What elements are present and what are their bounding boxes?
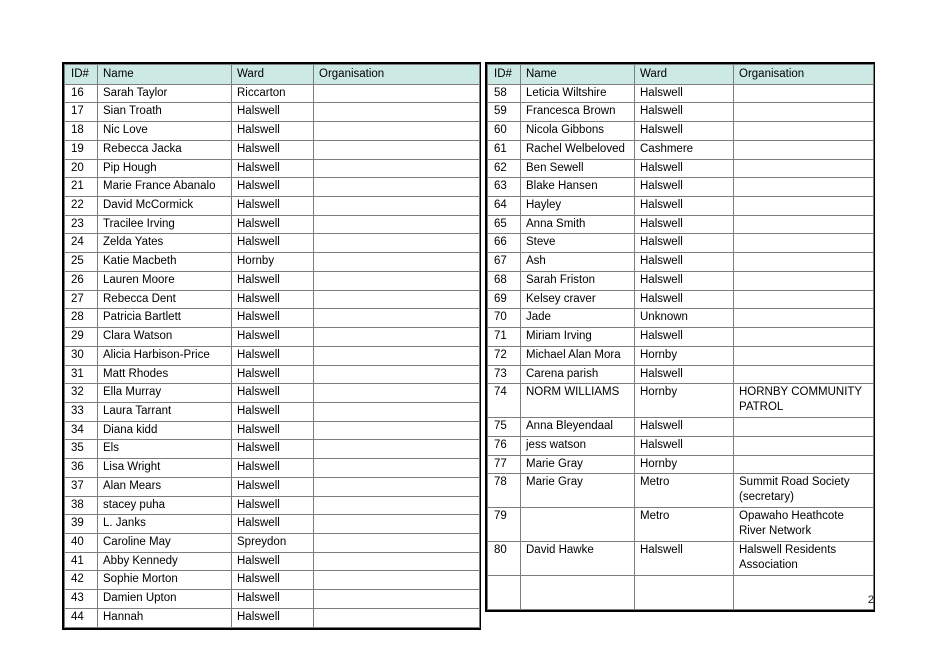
cell-organisation (314, 122, 480, 141)
cell-ward: Halswell (232, 365, 314, 384)
table-row (488, 159, 874, 178)
cell-organisation (734, 197, 874, 216)
table-row (65, 515, 480, 534)
table-row (65, 608, 480, 627)
table-row (65, 571, 480, 590)
cell-ward: Spreydon (232, 533, 314, 552)
cell-ward: Halswell (232, 197, 314, 216)
cell-organisation (734, 253, 874, 272)
cell-name: Michael Alan Mora (521, 346, 635, 365)
cell-ward: Halswell (232, 477, 314, 496)
cell-organisation (314, 178, 480, 197)
cell-organisation (314, 290, 480, 309)
cell-id: 59 (488, 103, 521, 122)
cell-organisation (314, 140, 480, 159)
table-row (65, 384, 480, 403)
cell-id: 73 (488, 365, 521, 384)
cell-organisation: Summit Road Society (secretary) (734, 474, 874, 508)
cell-name: Francesca Brown (521, 103, 635, 122)
cell-organisation (314, 459, 480, 478)
table-row (65, 590, 480, 609)
cell-organisation (314, 309, 480, 328)
cell-ward: Halswell (232, 234, 314, 253)
column-header-organisation: Organisation (734, 65, 874, 85)
cell-id: 62 (488, 159, 521, 178)
cell-name: Alicia Harbison-Price (98, 346, 232, 365)
table-row (65, 402, 480, 421)
cell-name: Sarah Taylor (98, 84, 232, 103)
cell-ward: Halswell (232, 103, 314, 122)
cell-ward: Halswell (635, 103, 734, 122)
cell-name: Marie Gray (521, 455, 635, 474)
cell-ward: Halswell (635, 418, 734, 437)
cell-id: 43 (65, 590, 98, 609)
cell-ward: Halswell (232, 384, 314, 403)
cell-name: Leticia Wiltshire (521, 84, 635, 103)
cell-organisation (314, 571, 480, 590)
cell-organisation (734, 436, 874, 455)
cell-ward: Halswell (232, 271, 314, 290)
cell-id: 37 (65, 477, 98, 496)
cell-ward: Halswell (635, 271, 734, 290)
cell-ward: Halswell (232, 440, 314, 459)
table-row (488, 455, 874, 474)
table-row (488, 328, 874, 347)
cell-ward: Halswell (232, 421, 314, 440)
table-row (65, 533, 480, 552)
cell-id: 63 (488, 178, 521, 197)
cell-id: 78 (488, 474, 521, 508)
cell-ward: Halswell (232, 140, 314, 159)
right-registration-table (487, 64, 874, 610)
cell-organisation (734, 418, 874, 437)
table-row (65, 309, 480, 328)
cell-name: David McCormick (98, 197, 232, 216)
cell-name (521, 508, 635, 542)
cell-id: 33 (65, 402, 98, 421)
cell-name: Anna Smith (521, 215, 635, 234)
cell-id: 19 (65, 140, 98, 159)
cell-id: 64 (488, 197, 521, 216)
left-table-header-row (65, 65, 480, 85)
cell-organisation (734, 271, 874, 290)
cell-id: 21 (65, 178, 98, 197)
cell-ward: Halswell (232, 459, 314, 478)
cell-id (488, 576, 521, 610)
cell-ward: Halswell (635, 436, 734, 455)
cell-organisation (734, 159, 874, 178)
cell-id: 69 (488, 290, 521, 309)
cell-name: Els (98, 440, 232, 459)
cell-organisation (314, 328, 480, 347)
cell-ward: Halswell (232, 515, 314, 534)
cell-name: Sophie Morton (98, 571, 232, 590)
table-row (488, 346, 874, 365)
cell-id: 18 (65, 122, 98, 141)
cell-organisation (314, 496, 480, 515)
cell-organisation (314, 253, 480, 272)
cell-organisation (734, 346, 874, 365)
table-row (65, 178, 480, 197)
cell-id: 60 (488, 122, 521, 141)
cell-name: Jade (521, 309, 635, 328)
cell-name: NORM WILLIAMS (521, 384, 635, 418)
column-header-name: Name (98, 65, 232, 85)
cell-id: 80 (488, 542, 521, 576)
cell-organisation: Halswell Residents Association (734, 542, 874, 576)
cell-name: Marie France Abanalo (98, 178, 232, 197)
cell-id: 79 (488, 508, 521, 542)
cell-id: 35 (65, 440, 98, 459)
cell-id: 67 (488, 253, 521, 272)
cell-name: L. Janks (98, 515, 232, 534)
cell-organisation (734, 365, 874, 384)
cell-name: Sian Troath (98, 103, 232, 122)
cell-id: 70 (488, 309, 521, 328)
cell-ward: Halswell (635, 328, 734, 347)
cell-ward: Hornby (635, 384, 734, 418)
cell-organisation (314, 477, 480, 496)
cell-name: Rebecca Jacka (98, 140, 232, 159)
cell-name: Rachel Welbeloved (521, 140, 635, 159)
cell-organisation (734, 178, 874, 197)
cell-organisation (734, 234, 874, 253)
cell-ward: Halswell (635, 84, 734, 103)
table-row (65, 552, 480, 571)
cell-organisation (314, 402, 480, 421)
cell-id: 30 (65, 346, 98, 365)
table-row (65, 103, 480, 122)
cell-organisation (734, 290, 874, 309)
cell-id: 23 (65, 215, 98, 234)
cell-organisation (734, 84, 874, 103)
cell-ward: Halswell (232, 590, 314, 609)
cell-organisation (314, 84, 480, 103)
table-row (488, 474, 874, 508)
table-row (488, 103, 874, 122)
table-row (488, 234, 874, 253)
cell-name: Blake Hansen (521, 178, 635, 197)
cell-ward (635, 576, 734, 610)
cell-ward: Halswell (635, 159, 734, 178)
table-row (65, 234, 480, 253)
cell-name: Hayley (521, 197, 635, 216)
cell-name: Kelsey craver (521, 290, 635, 309)
cell-id: 77 (488, 455, 521, 474)
column-header-ward: Ward (635, 65, 734, 85)
cell-organisation (314, 421, 480, 440)
cell-ward: Hornby (232, 253, 314, 272)
cell-id: 66 (488, 234, 521, 253)
cell-organisation (314, 440, 480, 459)
cell-name: Matt Rhodes (98, 365, 232, 384)
cell-id: 27 (65, 290, 98, 309)
cell-name: Marie Gray (521, 474, 635, 508)
cell-name: jess watson (521, 436, 635, 455)
table-row (488, 253, 874, 272)
cell-name: Alan Mears (98, 477, 232, 496)
cell-name: Steve (521, 234, 635, 253)
table-row (65, 290, 480, 309)
table-row (65, 197, 480, 216)
cell-name: Katie Macbeth (98, 253, 232, 272)
table-row (65, 253, 480, 272)
cell-id: 25 (65, 253, 98, 272)
cell-name: Caroline May (98, 533, 232, 552)
cell-id: 34 (65, 421, 98, 440)
cell-id: 38 (65, 496, 98, 515)
cell-id: 28 (65, 309, 98, 328)
table-row (488, 384, 874, 418)
table-row (488, 140, 874, 159)
cell-ward: Halswell (635, 234, 734, 253)
cell-organisation (734, 328, 874, 347)
cell-organisation (314, 608, 480, 627)
cell-ward: Metro (635, 508, 734, 542)
cell-organisation: Opawaho Heathcote River Network (734, 508, 874, 542)
cell-organisation (314, 590, 480, 609)
table-row (65, 440, 480, 459)
cell-ward: Halswell (232, 215, 314, 234)
cell-ward: Halswell (232, 290, 314, 309)
table-row (65, 140, 480, 159)
cell-name: Ash (521, 253, 635, 272)
cell-name (521, 576, 635, 610)
cell-id: 40 (65, 533, 98, 552)
cell-ward: Hornby (635, 346, 734, 365)
cell-name: Ben Sewell (521, 159, 635, 178)
cell-name: Lisa Wright (98, 459, 232, 478)
cell-id: 74 (488, 384, 521, 418)
cell-name: Nicola Gibbons (521, 122, 635, 141)
cell-name: David Hawke (521, 542, 635, 576)
cell-organisation (314, 552, 480, 571)
cell-name: Hannah (98, 608, 232, 627)
cell-name: Tracilee Irving (98, 215, 232, 234)
cell-id: 71 (488, 328, 521, 347)
cell-ward: Halswell (232, 402, 314, 421)
cell-ward: Halswell (635, 178, 734, 197)
cell-ward: Halswell (232, 496, 314, 515)
cell-id: 61 (488, 140, 521, 159)
table-row (488, 418, 874, 437)
cell-ward: Unknown (635, 309, 734, 328)
cell-ward: Halswell (635, 290, 734, 309)
table-row (488, 542, 874, 576)
cell-name: Patricia Bartlett (98, 309, 232, 328)
cell-organisation (734, 103, 874, 122)
table-row (488, 309, 874, 328)
left-registration-table (64, 64, 480, 628)
cell-name: Abby Kennedy (98, 552, 232, 571)
cell-ward: Metro (635, 474, 734, 508)
cell-ward: Riccarton (232, 84, 314, 103)
cell-ward: Halswell (635, 253, 734, 272)
right-table-body (488, 84, 874, 610)
cell-name: Pip Hough (98, 159, 232, 178)
cell-organisation (314, 533, 480, 552)
cell-name: Ella Murray (98, 384, 232, 403)
cell-ward: Halswell (635, 197, 734, 216)
cell-id: 22 (65, 197, 98, 216)
right-registration-table-container (485, 62, 875, 612)
cell-organisation (314, 365, 480, 384)
cell-name: Carena parish (521, 365, 635, 384)
table-row (65, 346, 480, 365)
column-header-id: ID# (65, 65, 98, 85)
cell-id: 65 (488, 215, 521, 234)
table-row (488, 365, 874, 384)
cell-ward: Halswell (232, 309, 314, 328)
cell-ward: Halswell (232, 571, 314, 590)
column-header-organisation: Organisation (314, 65, 480, 85)
cell-id: 76 (488, 436, 521, 455)
cell-id: 31 (65, 365, 98, 384)
cell-ward: Halswell (635, 215, 734, 234)
cell-ward: Halswell (232, 159, 314, 178)
cell-organisation (314, 215, 480, 234)
table-row (488, 84, 874, 103)
cell-id: 16 (65, 84, 98, 103)
cell-organisation (734, 215, 874, 234)
cell-organisation (314, 103, 480, 122)
left-table-header (65, 65, 480, 85)
left-table-body (65, 84, 480, 627)
table-row (65, 159, 480, 178)
table-row (65, 459, 480, 478)
cell-ward: Hornby (635, 455, 734, 474)
cell-id: 29 (65, 328, 98, 347)
cell-id: 44 (65, 608, 98, 627)
cell-id: 75 (488, 418, 521, 437)
page-number: 2 (867, 594, 874, 606)
column-header-name: Name (521, 65, 635, 85)
cell-name: Nic Love (98, 122, 232, 141)
cell-id: 39 (65, 515, 98, 534)
cell-ward: Halswell (232, 346, 314, 365)
cell-organisation (734, 122, 874, 141)
cell-id: 24 (65, 234, 98, 253)
table-row (488, 178, 874, 197)
right-table-header (488, 65, 874, 85)
cell-organisation (734, 309, 874, 328)
cell-name: Diana kidd (98, 421, 232, 440)
left-registration-table-container (62, 62, 481, 630)
table-row (488, 576, 874, 610)
cell-organisation (314, 159, 480, 178)
cell-name: stacey puha (98, 496, 232, 515)
cell-organisation (314, 197, 480, 216)
cell-id: 17 (65, 103, 98, 122)
cell-id: 41 (65, 552, 98, 571)
cell-name: Miriam Irving (521, 328, 635, 347)
cell-ward: Halswell (232, 122, 314, 141)
table-row (65, 122, 480, 141)
cell-name: Damien Upton (98, 590, 232, 609)
cell-id: 58 (488, 84, 521, 103)
table-row (488, 215, 874, 234)
cell-name: Rebecca Dent (98, 290, 232, 309)
table-row (65, 421, 480, 440)
cell-ward: Halswell (635, 122, 734, 141)
cell-organisation (734, 140, 874, 159)
cell-id: 36 (65, 459, 98, 478)
column-header-id: ID# (488, 65, 521, 85)
table-row (65, 271, 480, 290)
cell-id: 68 (488, 271, 521, 290)
cell-organisation (314, 271, 480, 290)
cell-name: Sarah Friston (521, 271, 635, 290)
cell-organisation (734, 576, 874, 610)
cell-id: 32 (65, 384, 98, 403)
cell-organisation (314, 234, 480, 253)
table-row (65, 84, 480, 103)
table-row (65, 215, 480, 234)
cell-id: 20 (65, 159, 98, 178)
table-row (65, 477, 480, 496)
cell-ward: Halswell (232, 328, 314, 347)
right-table-header-row (488, 65, 874, 85)
table-row (488, 436, 874, 455)
cell-organisation (314, 384, 480, 403)
cell-organisation (314, 346, 480, 365)
table-row (488, 290, 874, 309)
column-header-ward: Ward (232, 65, 314, 85)
cell-id: 72 (488, 346, 521, 365)
cell-id: 42 (65, 571, 98, 590)
table-row (65, 328, 480, 347)
cell-ward: Halswell (635, 365, 734, 384)
table-row (488, 508, 874, 542)
cell-ward: Halswell (232, 608, 314, 627)
table-row (488, 197, 874, 216)
cell-id: 26 (65, 271, 98, 290)
table-row (488, 271, 874, 290)
cell-name: Lauren Moore (98, 271, 232, 290)
cell-ward: Halswell (232, 552, 314, 571)
table-row (488, 122, 874, 141)
table-row (65, 496, 480, 515)
cell-organisation (734, 455, 874, 474)
cell-ward: Halswell (635, 542, 734, 576)
cell-name: Laura Tarrant (98, 402, 232, 421)
table-row (65, 365, 480, 384)
cell-name: Zelda Yates (98, 234, 232, 253)
cell-ward: Cashmere (635, 140, 734, 159)
cell-ward: Halswell (232, 178, 314, 197)
cell-organisation (314, 515, 480, 534)
cell-organisation: HORNBY COMMUNITY PATROL (734, 384, 874, 418)
cell-name: Clara Watson (98, 328, 232, 347)
cell-name: Anna Bleyendaal (521, 418, 635, 437)
